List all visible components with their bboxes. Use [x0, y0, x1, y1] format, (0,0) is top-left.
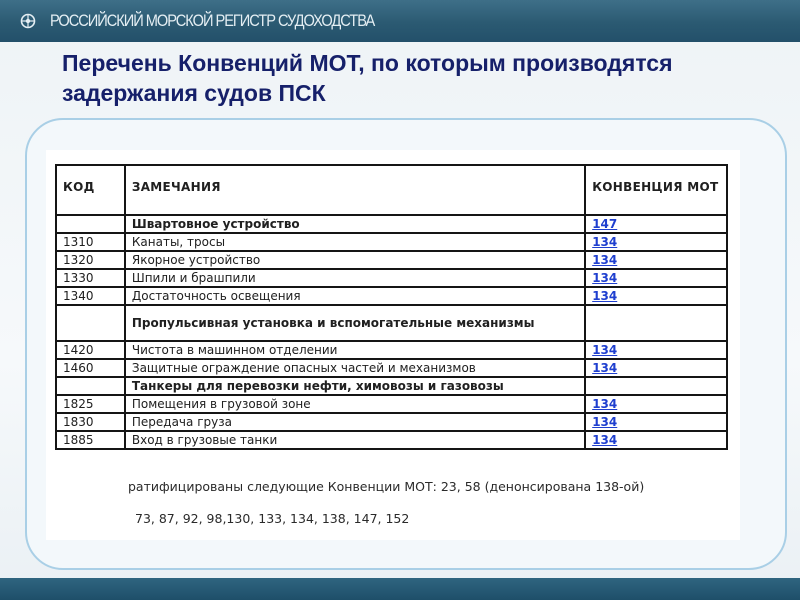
table-row: [56, 305, 727, 341]
table-row: [56, 377, 727, 395]
table-row: [56, 341, 727, 359]
table-row: [56, 233, 727, 251]
row-code: 1460: [56, 359, 125, 377]
row-code: [56, 215, 125, 233]
table-body: [56, 215, 727, 449]
table-row: [56, 413, 727, 431]
convention-cell: [585, 305, 727, 341]
register-emblem-icon: [20, 13, 36, 29]
row-code: [56, 377, 125, 395]
table-row: [56, 215, 727, 233]
footer-bar: [0, 578, 800, 600]
row-code: 1830: [56, 413, 125, 431]
convention-link[interactable]: 134: [585, 233, 727, 251]
table-row: [56, 359, 727, 377]
row-remark: Якорное устройство: [125, 251, 585, 269]
row-code: [56, 305, 125, 341]
convention-link[interactable]: 147: [585, 215, 727, 233]
convention-link[interactable]: 134: [585, 341, 727, 359]
table-row: [56, 269, 727, 287]
ratified-note-line1: ратифицированы следующие Конвенции МОТ: 23, 58 (денонсирована 138-ой): [128, 479, 645, 494]
row-remark: Защитные ограждение опасных частей и механизмов: [125, 359, 585, 377]
row-remark: Вход в грузовые танки: [125, 431, 585, 449]
table-row: [56, 395, 727, 413]
header-convention: КОНВЕНЦИЯ МОТ: [585, 165, 727, 215]
section-heading: Танкеры для перевозки нефти, химовозы и газовозы: [125, 377, 585, 395]
row-remark: Шпили и брашпили: [125, 269, 585, 287]
convention-link[interactable]: 134: [585, 431, 727, 449]
header-remarks: ЗАМЕЧАНИЯ: [125, 165, 585, 215]
section-heading: Швартовное устройство: [125, 215, 585, 233]
convention-link[interactable]: 134: [585, 413, 727, 431]
ratified-note-line2: 73, 87, 92, 98,130, 133, 134, 138, 147, 152: [135, 511, 410, 526]
row-remark: Чистота в машинном отделении: [125, 341, 585, 359]
page-title: Перечень Конвенций МОТ, по которым производятся задержания судов ПСК: [62, 50, 673, 106]
row-code: 1340: [56, 287, 125, 305]
row-code: 1885: [56, 431, 125, 449]
table-row: [56, 431, 727, 449]
convention-cell: [585, 377, 727, 395]
row-code: 1330: [56, 269, 125, 287]
row-code: 1320: [56, 251, 125, 269]
header-bar: [0, 0, 800, 42]
table-row: [56, 287, 727, 305]
convention-link[interactable]: 134: [585, 251, 727, 269]
convention-link[interactable]: 134: [585, 269, 727, 287]
row-code: 1310: [56, 233, 125, 251]
row-remark: Достаточность освещения: [125, 287, 585, 305]
convention-link[interactable]: 134: [585, 359, 727, 377]
conventions-table: [55, 164, 728, 450]
convention-link[interactable]: 134: [585, 395, 727, 413]
row-code: 1420: [56, 341, 125, 359]
row-code: 1825: [56, 395, 125, 413]
table-row: [56, 251, 727, 269]
header-code: КОД: [56, 165, 125, 215]
row-remark: Передача груза: [125, 413, 585, 431]
row-remark: Канаты, тросы: [125, 233, 585, 251]
row-remark: Помещения в грузовой зоне: [125, 395, 585, 413]
organization-name: РОССИЙСКИЙ МОРСКОЙ РЕГИСТР СУДОХОДСТВА: [50, 11, 375, 30]
convention-link[interactable]: 134: [585, 287, 727, 305]
section-heading: Пропульсивная установка и вспомогательные механизмы: [125, 305, 585, 341]
table-header-row: [56, 165, 727, 215]
